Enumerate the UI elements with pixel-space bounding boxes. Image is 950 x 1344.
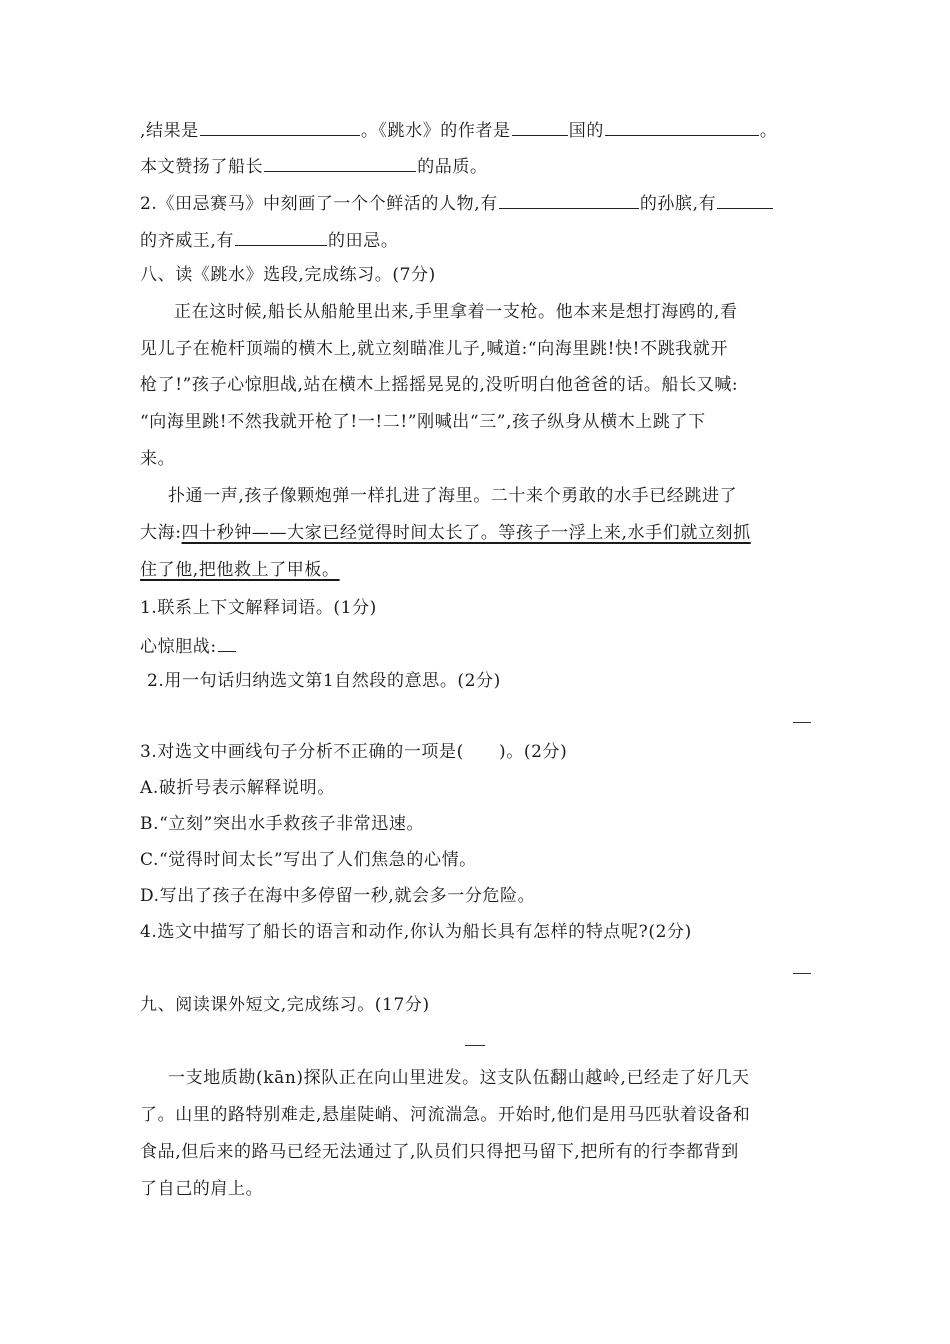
passage-line: 了。山里的路特别难走,悬崖陡峭、河流湍急。开始时,他们是用马匹驮着设备和	[140, 1105, 751, 1125]
answer-blank[interactable]	[717, 190, 773, 209]
text-segment: 的品质。	[417, 157, 488, 177]
passage-line: 来。	[140, 449, 176, 469]
text-segment: 的孙膑,有	[639, 194, 717, 214]
answer-blank[interactable]	[512, 117, 568, 136]
option-d: D.写出了孩子在海中多停留一秒,就会多一分危险。	[140, 886, 536, 906]
term-label: 心惊胆战:	[140, 637, 217, 657]
question-1-answer-line	[140, 633, 237, 659]
fill-line-tianji-q2-cont	[140, 227, 398, 253]
underlined-sentence: 住了他,把他救上了甲板。	[140, 560, 340, 580]
title-blank[interactable]	[465, 1045, 485, 1046]
option-a: A.破折号表示解释说明。	[140, 778, 335, 798]
text-segment: 2.《田忌赛马》中刻画了一个个鲜活的人物,有	[140, 194, 498, 214]
text-segment: 本文赞扬了船长	[140, 157, 264, 177]
text-segment: ,结果是	[140, 121, 199, 141]
passage-line: “向海里跳!不然我就开枪了!一!二!”刚喊出“三”,孩子纵身从横木上跳了下	[140, 412, 706, 432]
answer-blank[interactable]	[218, 633, 236, 652]
question-2-prompt: 2.用一句话归纳选文第1自然段的意思。(2分)	[147, 671, 501, 691]
passage-line: 枪了!”孩子心惊胆战,站在横木上摇摇晃晃的,没听明白他爸爸的话。船长又喊:	[140, 375, 739, 395]
answer-blank[interactable]	[200, 117, 360, 136]
answer-blank[interactable]	[264, 153, 416, 172]
text-segment: 大海:	[140, 523, 182, 543]
option-b: B.“立刻”突出水手救孩子非常迅速。	[140, 814, 425, 834]
text-segment: 。《跳水》的作者是	[360, 121, 511, 141]
passage-line-underlined	[140, 521, 751, 545]
passage-line: 一支地质勘(kān)探队正在向山里进发。这支队伍翻山越岭,已经走了好几天	[168, 1068, 750, 1088]
question-1-prompt: 1.联系上下文解释词语。(1分)	[140, 598, 377, 618]
question-4-prompt: 4.选文中描写了船长的语言和动作,你认为船长具有怎样的特点呢?(2分)	[140, 922, 692, 942]
text-segment: 的田忌。	[328, 231, 399, 251]
passage-line: 食品,但后来的路马已经无法通过了,队员们只得把马留下,把所有的行李都背到	[140, 1142, 739, 1162]
text-segment: 国的	[568, 121, 604, 141]
question-3-prompt: 3.对选文中画线句子分析不正确的一项是( )。(2分)	[140, 742, 568, 762]
answer-blank[interactable]	[605, 117, 759, 136]
passage-line: 扑通一声,孩子像颗炮弹一样扎进了海里。二十来个勇敢的水手已经跳进了	[168, 486, 738, 506]
answer-blank[interactable]	[235, 227, 327, 246]
text-segment: 。	[759, 121, 778, 141]
text-segment: 的齐威王,有	[140, 231, 235, 251]
answer-blank[interactable]	[499, 190, 639, 209]
fill-line-tianji-q2	[140, 190, 774, 216]
option-c: C.“觉得时间太长”写出了人们焦急的心情。	[140, 850, 477, 870]
fill-line-captain-quality	[140, 153, 488, 179]
passage-line-underlined	[140, 558, 340, 582]
answer-blank-q2[interactable]	[793, 722, 811, 723]
answer-blank-q4[interactable]	[793, 973, 811, 974]
passage-line: 了自己的肩上。	[140, 1179, 264, 1199]
underlined-sentence: 四十秒钟——大家已经觉得时间太长了。等孩子一浮上来,水手们就立刻抓	[181, 523, 751, 543]
fill-line-jump-result	[140, 117, 778, 143]
passage-line: 见儿子在桅杆顶端的横木上,就立刻瞄准儿子,喊道:“向海里跳!快!不跳我就开	[140, 339, 729, 359]
section-heading-part9: 九、阅读课外短文,完成练习。(17分)	[140, 995, 430, 1015]
passage-line: 正在这时候,船长从船舱里出来,手里拿着一支枪。他本来是想打海鸥的,看	[174, 302, 738, 322]
section-heading-part8: 八、读《跳水》选段,完成练习。(7分)	[140, 265, 436, 285]
